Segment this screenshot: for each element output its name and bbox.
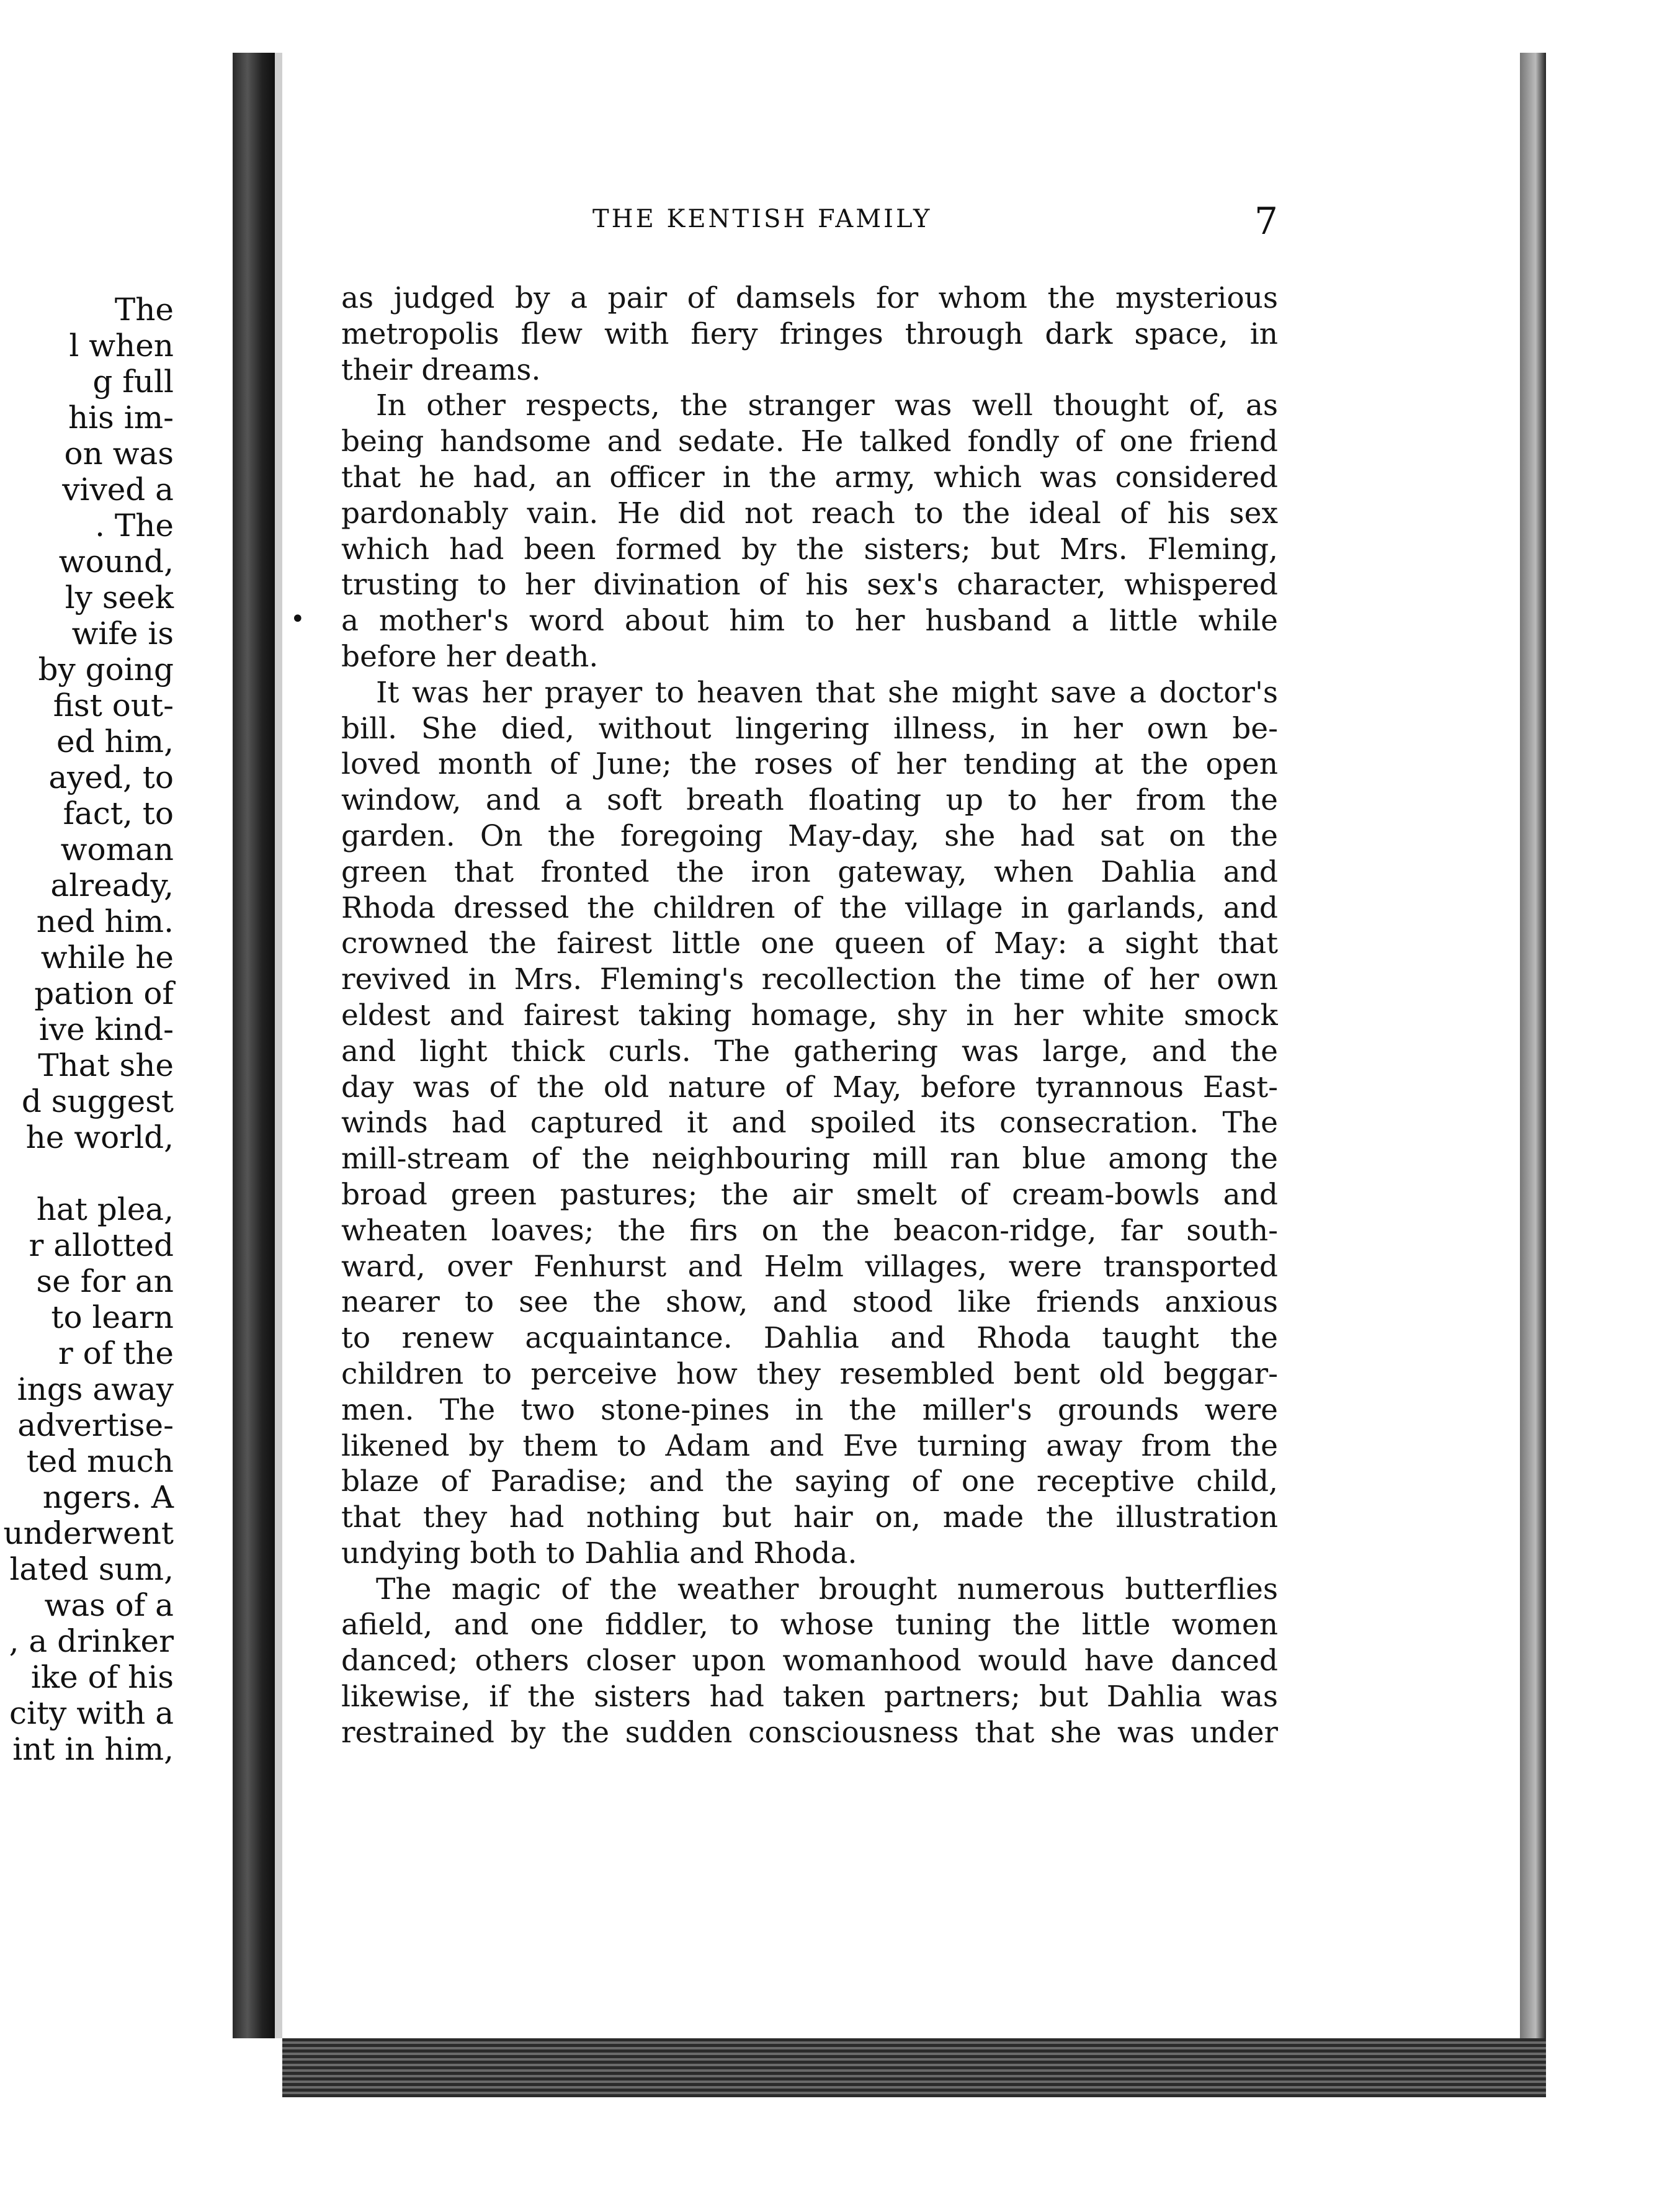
- left-page-line: ed him,: [56, 723, 174, 759]
- text-line: likened by them to Adam and Eve turning away from the: [341, 1428, 1278, 1463]
- left-page-line: underwent: [3, 1515, 174, 1551]
- text-line: pardonably vain. He did not reach to the ideal of his sex: [341, 496, 1278, 531]
- text-line: ward, over Fenhurst and Helm villages, were transported: [341, 1249, 1278, 1284]
- text-line: Rhoda dressed the children of the village in garlands, and: [341, 890, 1278, 925]
- text-line: mill-stream of the neighbouring mill ran blue among the: [341, 1142, 1278, 1176]
- left-page-line: he world,: [25, 1119, 174, 1155]
- left-page-line: city with a: [9, 1695, 174, 1731]
- page-inner-edge: [275, 53, 282, 2038]
- text-line: eldest and fairest taking homage, shy in her white smock: [341, 998, 1278, 1032]
- text-line: nearer to see the show, and stood like friends anxious: [341, 1285, 1278, 1320]
- text-line: garden. On the foregoing May-day, she had sat on the: [341, 818, 1278, 853]
- text-line: restrained by the sudden consciousness that she was under: [341, 1715, 1278, 1750]
- text-line: a mother's word about him to her husband a little while: [341, 604, 1278, 638]
- left-page-line: fact, to: [63, 795, 174, 831]
- left-page-line: hat plea,: [36, 1191, 174, 1227]
- left-page-line: vived a: [62, 472, 174, 508]
- text-line: that he had, an officer in the army, which was considered: [341, 460, 1278, 495]
- left-page-line: wound,: [58, 544, 174, 580]
- text-line: as judged by a pair of damsels for whom the mysterious: [341, 281, 1278, 315]
- margin-mark: •: [290, 605, 305, 634]
- body-text: [341, 280, 1278, 1751]
- left-page-line: fist out-: [53, 687, 174, 723]
- left-page-line: ned him.: [36, 903, 174, 939]
- left-page-line: ive kind-: [38, 1011, 174, 1047]
- text-line: danced; others closer upon womanhood would have danced: [341, 1644, 1278, 1678]
- text-line: to renew acquaintance. Dahlia and Rhoda taught the: [341, 1321, 1278, 1356]
- text-line: undying both to Dahlia and Rhoda.: [341, 1536, 857, 1570]
- left-page-line: That she: [38, 1047, 174, 1083]
- left-page-line: d suggest: [21, 1083, 174, 1119]
- left-page-line: l when: [69, 328, 174, 364]
- left-page-line: se for an: [36, 1263, 174, 1299]
- left-page-line: ted much: [26, 1443, 174, 1479]
- left-page-line: pation of: [34, 975, 174, 1011]
- text-line: being handsome and sedate. He talked fondly of one friend: [341, 424, 1278, 459]
- text-line: bill. She died, without lingering illness, in her own be-: [341, 711, 1278, 746]
- text-line: blaze of Paradise; and the saying of one receptive child,: [341, 1464, 1278, 1499]
- text-line: afield, and one fiddler, to whose tuning the little women: [341, 1608, 1278, 1642]
- left-page-line: ike of his: [30, 1659, 174, 1695]
- left-page-line: g full: [92, 364, 174, 400]
- left-page-line: was of a: [44, 1587, 174, 1623]
- text-line: In other respects, the stranger was well thought of, as: [376, 388, 1278, 423]
- text-line: wheaten loaves; the firs on the beacon-ridge, far south-: [341, 1213, 1278, 1248]
- left-page-line: The: [114, 292, 174, 328]
- text-line: men. The two stone-pines in the miller's grounds were: [341, 1392, 1278, 1427]
- page-fore-edge: [1520, 53, 1546, 2038]
- book-gutter: [233, 53, 275, 2038]
- left-page-line: . The: [95, 508, 174, 544]
- text-line: their dreams.: [341, 352, 541, 387]
- left-page-line: ings away: [17, 1371, 174, 1407]
- text-line: trusting to her divination of his sex's character, whispered: [341, 568, 1278, 602]
- text-line: revived in Mrs. Fleming's recollection the time of her own: [341, 962, 1278, 997]
- left-page-line: by going: [38, 652, 174, 687]
- text-line: green that fronted the iron gateway, when Dahlia and: [341, 854, 1278, 889]
- text-line: The magic of the weather brought numerous butterflies: [376, 1572, 1278, 1606]
- text-line: which had been formed by the sisters; but Mrs. Fleming,: [341, 532, 1278, 567]
- left-page-line: int in him,: [12, 1731, 174, 1767]
- page-bottom-edge: [282, 2038, 1546, 2097]
- text-line: window, and a soft breath floating up to her from the: [341, 783, 1278, 818]
- left-facing-page: [0, 0, 242, 2199]
- running-header: [341, 200, 1278, 249]
- text-line: crowned the fairest little one queen of May: a sight that: [341, 926, 1278, 961]
- left-page-line: ly seek: [65, 580, 174, 616]
- text-line: likewise, if the sisters had taken partners; but Dahlia was: [341, 1680, 1278, 1714]
- left-page-line: woman: [60, 831, 174, 867]
- text-line: loved month of June; the roses of her tending at the open: [341, 747, 1278, 782]
- text-line: children to perceive how they resembled bent old beggar-: [341, 1356, 1278, 1391]
- text-line: It was her prayer to heaven that she might save a doctor's: [376, 675, 1278, 710]
- text-line: winds had captured it and spoiled its consecration. The: [341, 1106, 1278, 1140]
- left-page-line: on was: [64, 436, 174, 472]
- left-page-line: lated sum,: [9, 1551, 174, 1587]
- left-page-line: r allotted: [29, 1227, 174, 1263]
- running-title: THE KENTISH FAMILY: [592, 205, 932, 233]
- text-line: and light thick curls. The gathering was large, and the: [341, 1034, 1278, 1068]
- text-line: day was of the old nature of May, before tyrannous East-: [341, 1070, 1278, 1104]
- left-page-line: r of the: [58, 1335, 174, 1371]
- left-page-line: wife is: [71, 616, 174, 652]
- left-page-line: already,: [50, 867, 174, 903]
- text-line: that they had nothing but hair on, made the illustration: [341, 1500, 1278, 1535]
- page-number: 7: [1254, 200, 1278, 243]
- left-page-line: ayed, to: [48, 759, 174, 795]
- left-page-line: ngers. A: [42, 1479, 174, 1515]
- left-page-line: his im-: [68, 400, 174, 436]
- left-page-line: , a drinker: [9, 1623, 174, 1659]
- text-line: broad green pastures; the air smelt of cream-bowls and: [341, 1177, 1278, 1212]
- left-page-line: while he: [40, 939, 174, 975]
- left-page-line: advertise-: [17, 1407, 174, 1443]
- text-line: before her death.: [341, 639, 599, 674]
- text-line: metropolis flew with fiery fringes through dark space, in: [341, 316, 1278, 351]
- left-page-line: to learn: [51, 1299, 174, 1335]
